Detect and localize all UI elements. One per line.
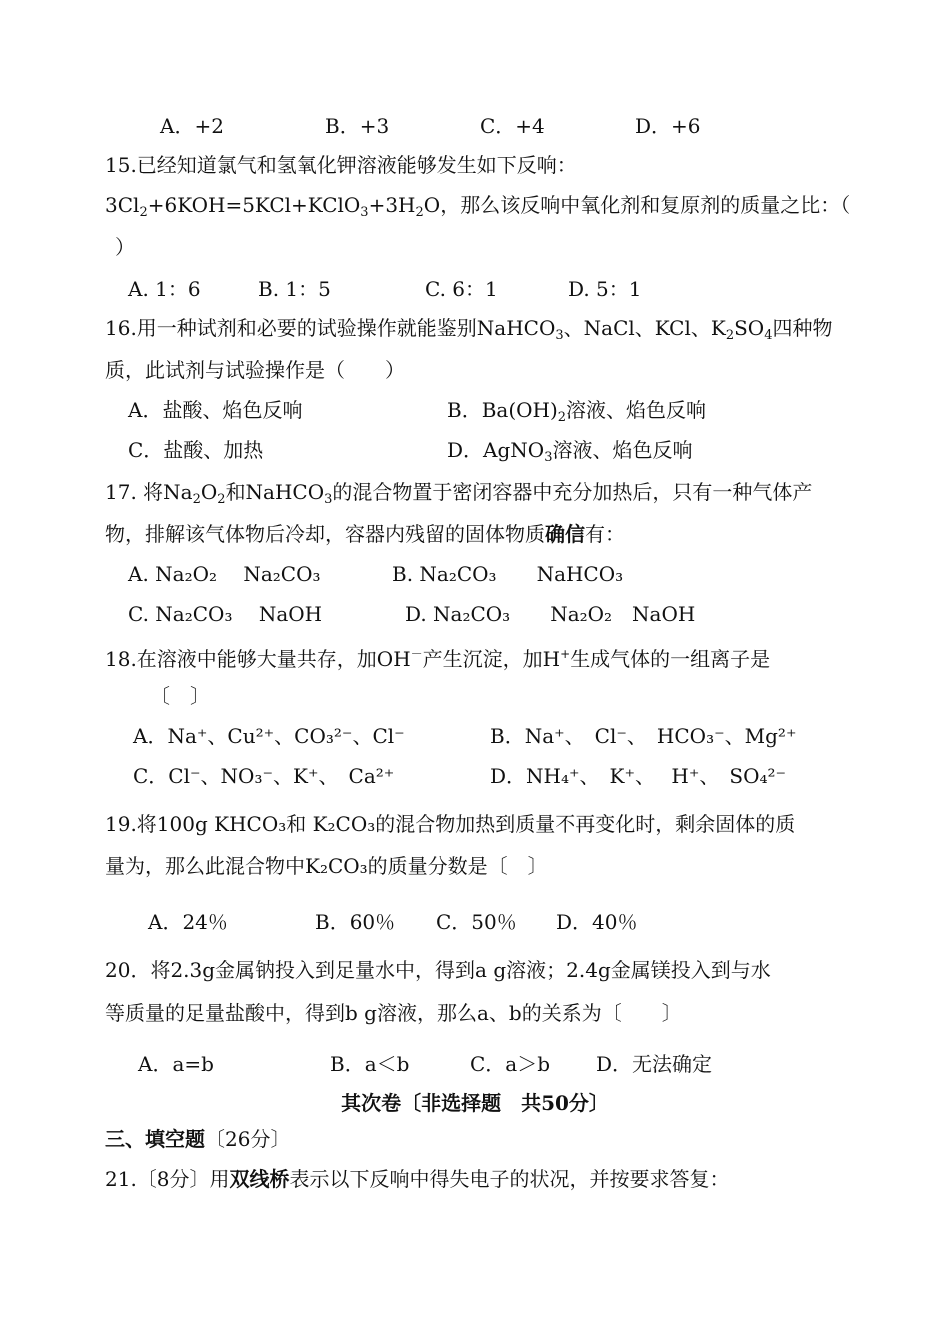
q17-option-b: B. Na₂CO₃ NaHCO₃ bbox=[392, 562, 624, 586]
q14-option-a: A．+2 bbox=[160, 114, 224, 138]
q18-option-b: B．Na⁺、 Cl⁻、 HCO₃⁻、Mg²⁺ bbox=[490, 724, 797, 748]
q19-option-a: A．24％ bbox=[148, 910, 228, 934]
q16-option-a: A．盐酸、焰色反响 bbox=[128, 398, 303, 422]
q20-option-c: C．a＞b bbox=[470, 1052, 551, 1076]
q20-option-a: A．a=b bbox=[138, 1052, 214, 1076]
q17-stem-line2: 物，排解该气体物后冷却，容器内残留的固体物质确信有： bbox=[105, 522, 625, 546]
q17-stem-line1: 17. 将$Na_2O_2$和NaHCO$_3$的混合物置于密闭容器中充分加热后，只有一种气体产 bbox=[105, 480, 813, 507]
q21-stem: 21.〔8分〕用双线桥表示以下反响中得失电子的状况，并按要求答复： bbox=[105, 1167, 730, 1191]
q20-option-d: D．无法确定 bbox=[596, 1052, 713, 1076]
q16-option-c: C．盐酸、加热 bbox=[128, 438, 264, 462]
q18-option-a: A．Na⁺、Cu²⁺、CO₃²⁻、Cl⁻ bbox=[133, 724, 405, 748]
q18-paren: 〔 〕 bbox=[150, 684, 210, 708]
q19-option-d: D．40％ bbox=[556, 910, 638, 934]
q15-stem-line1: 15.已经知道氯气和氢氧化钾溶液能够发生如下反响： bbox=[105, 153, 577, 177]
q19-option-c: C．50％ bbox=[436, 910, 517, 934]
q14-option-d: D．+6 bbox=[635, 114, 701, 138]
q16-option-b: B．$Ba(OH)_2$溶液、焰色反响 bbox=[447, 398, 707, 425]
q15-option-b: B. 1：5 bbox=[258, 277, 331, 301]
q18-option-d: D．NH₄⁺、 K⁺、 H⁺、 SO₄²⁻ bbox=[490, 764, 787, 788]
q20-stem-line1: 20．将2.3g金属钠投入到足量水中，得到a g溶液；2.4g金属镁投入到与水 bbox=[105, 958, 771, 982]
q20-stem-line2: 等质量的足量盐酸中，得到b g溶液，那么a、b的关系为〔 〕 bbox=[105, 1001, 682, 1025]
q15-option-d: D. 5：1 bbox=[568, 277, 642, 301]
part2-title: 其次卷〔非选择题 共50分〕 bbox=[341, 1091, 609, 1115]
q15-option-c: C. 6：1 bbox=[425, 277, 498, 301]
q15-equation-line: $3Cl_2+6KOH=5KCl+KClO_3+3H_2O$，那么该反响中氧化剂和复原剂的质量之比：（ bbox=[105, 193, 851, 220]
q15-paren: ） bbox=[115, 235, 135, 259]
q20-option-b: B．a＜b bbox=[330, 1052, 410, 1076]
q17-option-a: A. Na₂O₂ Na₂CO₃ bbox=[128, 562, 321, 586]
q16-stem-line1: 16.用一种试剂和必要的试验操作就能鉴别NaHCO$_3$、NaCl、KCl、$K_2SO_4$四种物 bbox=[105, 316, 833, 343]
q16-option-d: D．AgNO$_3$溶液、焰色反响 bbox=[447, 438, 693, 465]
q19-stem-line1: 19.将100g KHCO₃和 K₂CO₃的混合物加热到质量不再变化时，剩余固体的质 bbox=[105, 812, 796, 836]
q14-option-b: B．+3 bbox=[325, 114, 390, 138]
q17-option-d: D. Na₂CO₃ Na₂O₂ NaOH bbox=[405, 602, 696, 626]
q18-stem-line1: 18.在溶液中能够大量共存，加OH－产生沉淀，加H+生成气体的一组离子是 bbox=[105, 647, 771, 671]
q16-stem-line2: 质，此试剂与试验操作是（ ） bbox=[105, 358, 405, 382]
q15-option-a: A. 1：6 bbox=[128, 277, 201, 301]
q17-option-c: C. Na₂CO₃ NaOH bbox=[128, 602, 323, 626]
q18-option-c: C．Cl⁻、NO₃⁻、K⁺、 Ca²⁺ bbox=[133, 764, 395, 788]
q14-option-c: C．+4 bbox=[480, 114, 545, 138]
q19-option-b: B．60％ bbox=[315, 910, 396, 934]
q19-stem-line2: 量为，那么此混合物中K₂CO₃的质量分数是〔 〕 bbox=[105, 854, 548, 878]
section3-heading: 三、填空题〔26分〕 bbox=[105, 1127, 291, 1151]
